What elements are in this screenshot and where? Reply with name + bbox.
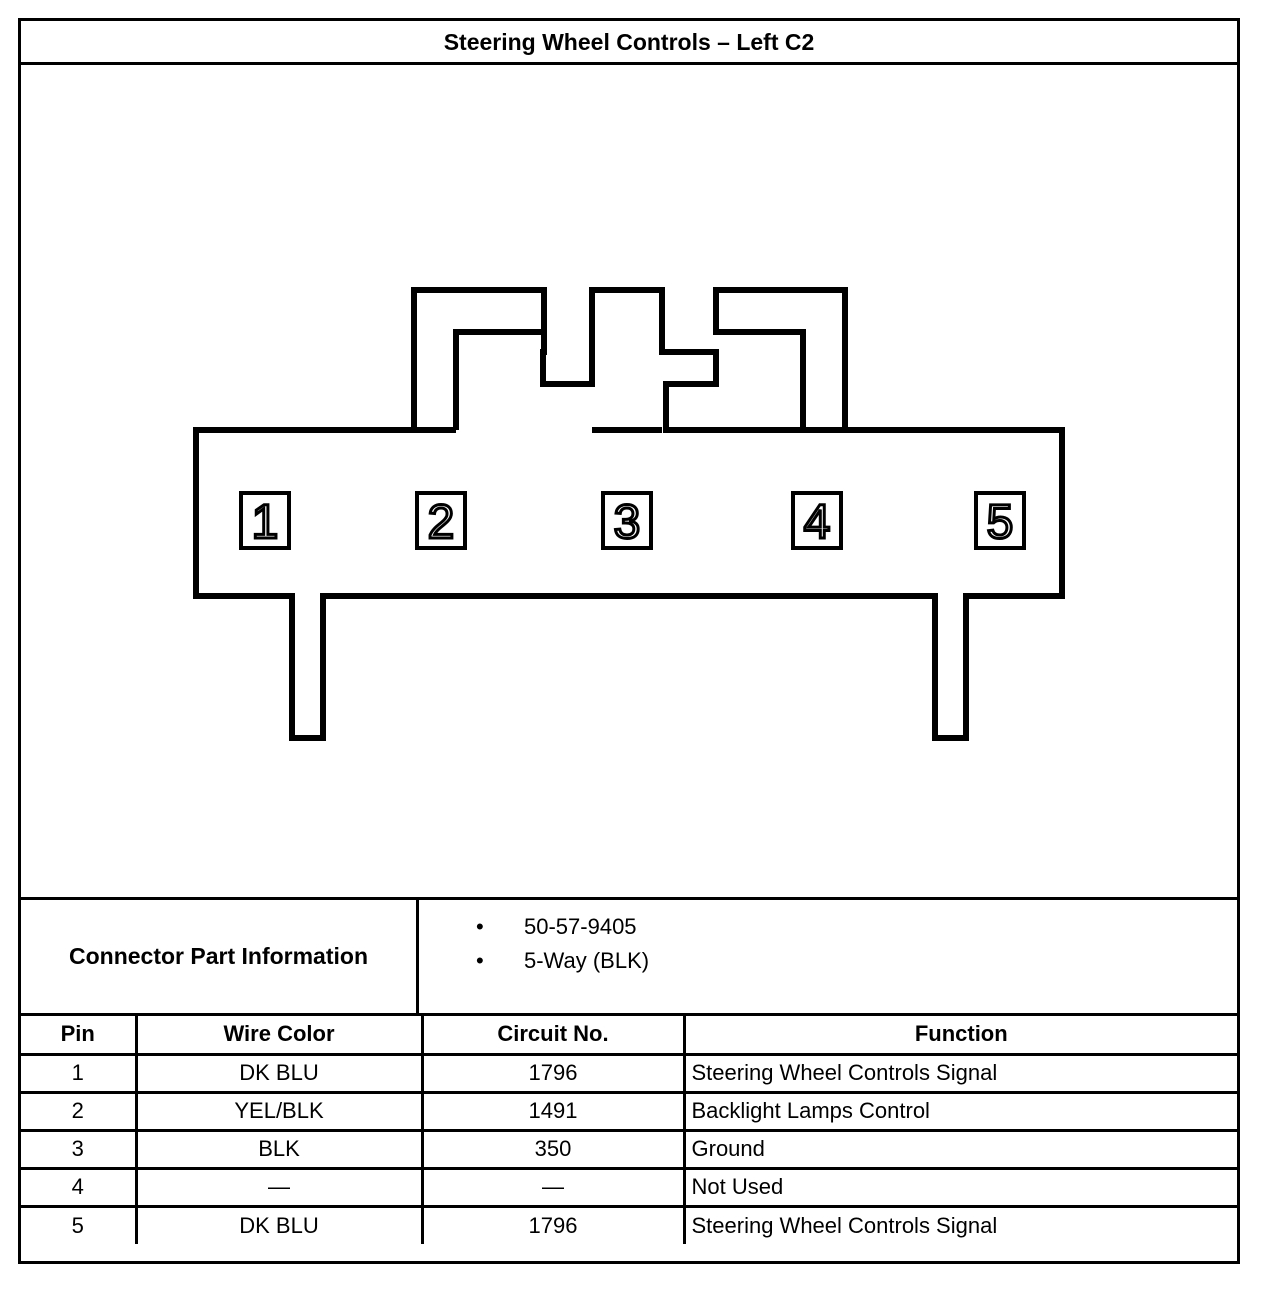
pin-number-label: 3 <box>613 496 641 549</box>
cell-wire-color: DK BLU <box>136 1206 422 1244</box>
cell-circuit: 350 <box>422 1130 684 1168</box>
part-info-label: Connector Part Information <box>21 900 419 1013</box>
cell-wire-color: — <box>136 1168 422 1206</box>
cell-function: Ground <box>684 1130 1237 1168</box>
table-header-row <box>21 1016 1237 1054</box>
header-pin: Pin <box>21 1016 136 1054</box>
pin-table <box>21 1016 1237 1244</box>
cell-circuit: 1796 <box>422 1206 684 1244</box>
cell-function: Backlight Lamps Control <box>684 1092 1237 1130</box>
cell-wire-color: YEL/BLK <box>136 1092 422 1130</box>
table-row <box>21 1206 1237 1244</box>
table-row <box>21 1168 1237 1206</box>
part-info-item: • 5-Way (BLK) <box>476 946 649 980</box>
pin-number-label: 2 <box>427 496 455 549</box>
cell-function: Not Used <box>684 1168 1237 1206</box>
connector-sheet <box>18 18 1240 1264</box>
header-function: Function <box>684 1016 1237 1054</box>
cell-function: Steering Wheel Controls Signal <box>691 1212 998 1238</box>
header-wire-color: Wire Color <box>136 1016 422 1054</box>
table-row <box>21 1054 1237 1092</box>
pin-number-label: 1 <box>251 496 279 549</box>
cell-pin: 5 <box>21 1206 136 1244</box>
connector-part-info <box>21 897 1237 1016</box>
cell-function: Steering Wheel Controls Signal <box>684 1054 1237 1092</box>
table-row <box>21 1130 1237 1168</box>
cell-pin: 1 <box>21 1054 136 1092</box>
cell-pin: 3 <box>21 1130 136 1168</box>
part-info-list <box>476 912 649 980</box>
header-circuit: Circuit No. <box>422 1016 684 1054</box>
cell-circuit: — <box>422 1168 684 1206</box>
connector-inner-lock <box>414 332 845 430</box>
cell-wire-color: DK BLU <box>136 1054 422 1092</box>
pin-number-label: 4 <box>803 496 831 549</box>
cell-pin: 2 <box>21 1092 136 1130</box>
table-row <box>21 1092 1237 1130</box>
cell-pin: 4 <box>21 1168 136 1206</box>
cell-circuit: 1491 <box>422 1092 684 1130</box>
page-title: Steering Wheel Controls – Left C2 <box>21 21 1237 65</box>
cell-circuit: 1796 <box>422 1054 684 1092</box>
pin-number-label: 5 <box>986 496 1014 549</box>
part-info-item: • 50-57-9405 <box>476 912 649 946</box>
cell-wire-color: BLK <box>136 1130 422 1168</box>
